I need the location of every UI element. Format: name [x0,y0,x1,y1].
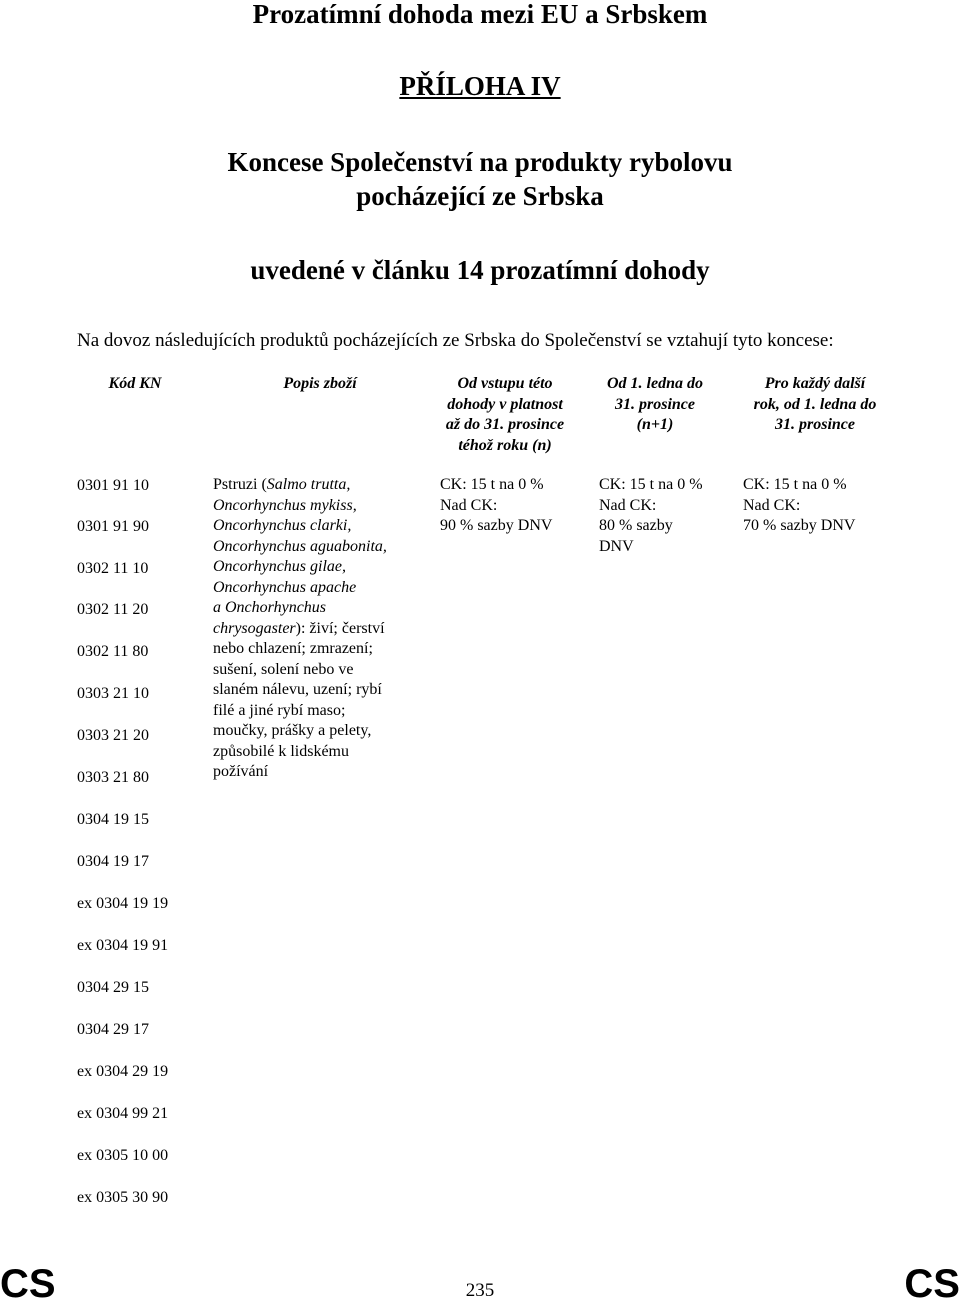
header-period-3-line: 31. prosince [775,416,855,433]
subtitle-line-3: uvedené v článku 14 prozatímní dohody [250,255,710,285]
description-latin-name: Oncorhynchus [213,558,307,575]
period-1-cell [440,475,590,537]
description-latin-name: Oncorhynchus [213,517,307,534]
cn-code: 0304 19 17 [77,853,149,870]
description-line [213,619,420,640]
description-text: trutta, [310,476,351,493]
description-latin-name: Oncorhynchus [213,496,307,514]
description-latin-name: Salmo [266,476,307,493]
cn-code: ex 0305 10 00 [77,1147,169,1164]
description-line [213,516,420,537]
cn-code: 0301 91 90 [77,518,149,535]
cn-code: 0302 11 10 [77,560,149,577]
header-period-3 [735,374,895,436]
description-latin-name: Oncorhynchus [213,537,307,555]
description-line [213,537,420,558]
tariff-quota-line: 90 % sazby DNV [440,517,553,534]
description-line: slaném nálevu, uzení; rybí [213,681,382,698]
description-latin-name: Oncorhynchus [213,578,307,596]
cn-code: ex 0304 29 19 [77,1063,169,1080]
cn-code: 0304 29 15 [77,979,149,996]
description-line [213,475,420,496]
cn-code: 0303 21 10 [77,685,149,702]
description-latin-name: apache [310,578,357,596]
period-3-cell [743,475,893,537]
header-period-3-line: rok, od 1. ledna do [753,395,877,413]
tariff-quota-line: 80 % sazby [599,517,673,534]
period-2-cell [599,475,729,557]
description-line: filé a jiné rybí maso; [213,701,346,719]
header-period-1-line: Od vstupu této [457,375,553,392]
annex-heading [0,71,960,101]
goods-description [213,475,420,783]
description-line: sušení, solení nebo ve [213,660,354,678]
cn-code: 0302 11 20 [77,601,149,618]
description-line [213,578,420,599]
description-latin-name: clarki, [310,517,352,534]
language-code-right: CS [904,1262,960,1306]
tariff-quota-line: CK: 15 t na 0 % [440,476,544,493]
header-period-1-line: téhož roku (n) [458,436,552,454]
tariff-quota-line: Nad CK: [440,496,498,514]
description-latin-name: aguabonita, [310,537,387,555]
page-number: 235 [465,1280,495,1301]
tariff-quota-line: 70 % sazby DNV [743,517,856,534]
cn-code: ex 0304 19 19 [77,895,169,912]
description-latin-name: mykiss, [310,496,357,514]
annex-heading-text: PŘÍLOHA IV [399,71,561,101]
description-line: způsobilé k lidskému [213,742,349,760]
tariff-quota-line: CK: 15 t na 0 % [599,476,703,493]
description-line: moučky, prášky a pelety, [213,722,372,739]
header-period-1-line: dohody v platnost [447,395,563,413]
document-title: Prozatímní dohoda mezi EU a Srbskem [252,0,708,29]
cn-code: 0303 21 80 [77,769,149,786]
cn-code: ex 0304 19 91 [77,937,169,954]
description-latin-name: gilae, [310,558,347,575]
description-line [213,557,420,578]
description-latin-name: chrysogaster [213,619,296,637]
tariff-quota-line: Nad CK: [743,496,801,514]
description-latin-name: a Onchorhynchus [213,599,327,616]
description-line: požívání [213,763,269,780]
header-period-2-line: Od 1. ledna do [607,375,703,392]
cn-code: ex 0304 99 21 [77,1105,169,1122]
language-code-left: CS [0,1262,56,1306]
description-text: ): živí; čerství [295,619,385,637]
header-period-2-line: (n+1) [636,416,674,433]
tariff-quota-line: Nad CK: [599,496,657,514]
cn-code: 0303 21 20 [77,727,149,744]
description-line: nebo chlazení; zmrazení; [213,640,373,657]
cn-code: 0301 91 10 [77,477,149,494]
description-line [213,496,420,517]
cn-code: 0304 29 17 [77,1021,149,1038]
header-period-2-line: 31. prosince [615,395,695,413]
cn-code: 0302 11 80 [77,643,149,660]
header-period-1-line: až do 31. prosince [445,416,565,433]
description-text: Pstruzi ( [213,476,267,493]
cn-code: ex 0305 30 90 [77,1189,169,1206]
subtitle-line-2: pocházející ze Srbska [356,181,604,211]
header-period-3-line: Pro každý další [764,375,866,392]
header-code: Kód KN [108,375,162,392]
intro-paragraph: Na dovoz následujících produktů pocházejících ze Srbska do Společenství se vztahují tyto koncese: [77,330,834,351]
annex-subtitle [0,145,960,213]
tariff-quota-line: CK: 15 t na 0 % [743,476,847,493]
cn-code: 0304 19 15 [77,811,149,828]
subtitle-line-1: Koncese Společenství na produkty rybolovu [227,147,733,177]
tariff-quota-line: DNV [599,537,634,555]
header-period-2 [590,374,720,436]
header-period-1 [425,374,585,456]
header-description: Popis zboží [283,375,357,392]
description-line [213,598,420,619]
